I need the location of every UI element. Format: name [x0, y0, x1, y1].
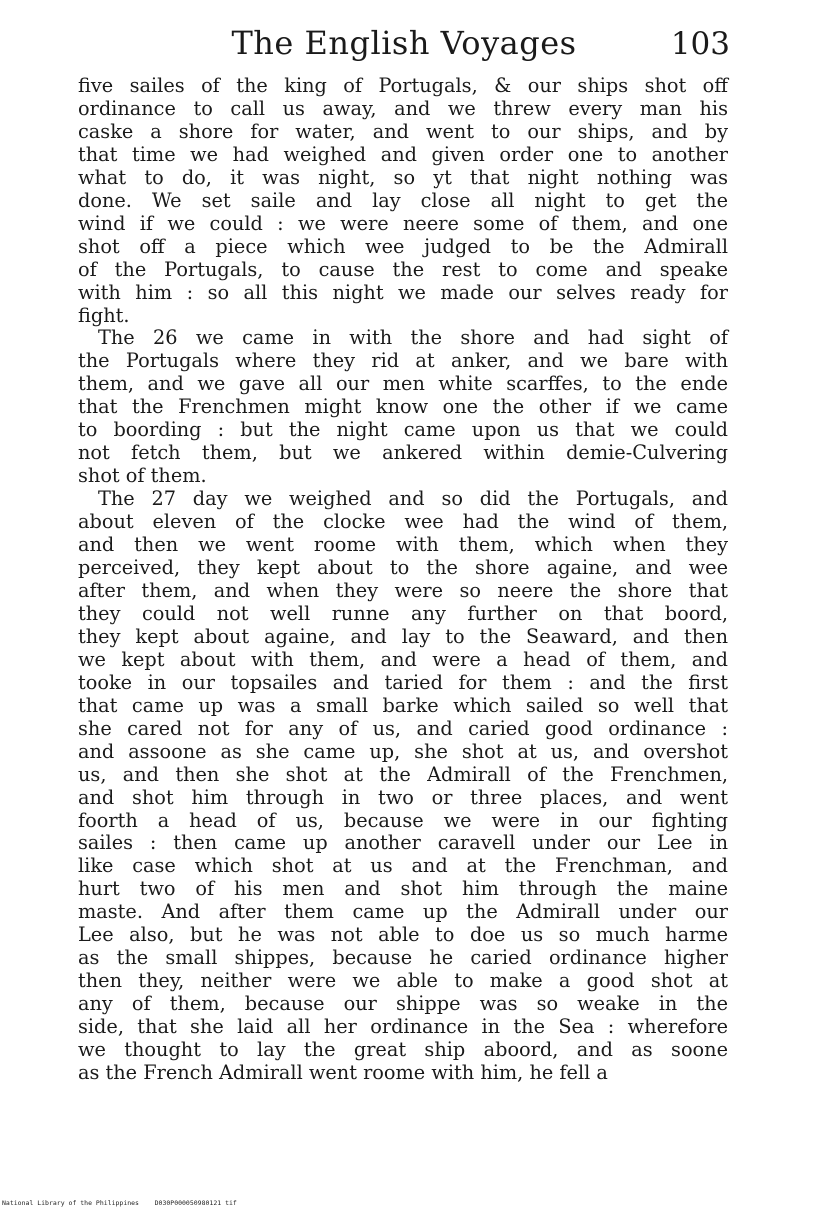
text-line: five sailes of the king of Portugals, & our ships shot off	[78, 74, 728, 97]
text-line: tooke in our topsailes and taried for them : and the first	[78, 670, 728, 694]
body-text	[78, 75, 728, 1085]
page-header	[78, 24, 730, 68]
text-line: we thought to lay the great ship aboord, and as soone	[78, 1038, 728, 1062]
text-line: fight.	[78, 303, 130, 327]
text-line: they kept about againe, and lay to the Seaward, and then	[78, 624, 728, 648]
text-line: they could not well runne any further on that boord,	[78, 601, 728, 625]
text-line: of the Portugals, to cause the rest to come and speake	[78, 257, 728, 281]
text-line: that time we had weighed and given order one to another	[78, 142, 728, 166]
text-line: we kept about with them, and were a head of them, and	[78, 647, 728, 671]
text-line: caske a shore for water, and went to our ships, and by	[78, 119, 728, 143]
text-line: what to do, it was night, so yt that night nothing was	[78, 165, 728, 189]
page-number: 103	[670, 26, 730, 62]
text-line: about eleven of the clocke wee had the wind of them,	[78, 510, 728, 534]
text-line: then they, neither were we able to make a good shot at	[78, 969, 728, 993]
paragraph	[78, 75, 728, 327]
text-line: wind if we could : we were neere some of them, and one	[78, 211, 728, 235]
text-line: done. We set saile and lay close all night to get the	[78, 188, 728, 212]
footer-file-id: D030P000050980121 tif	[154, 1199, 237, 1207]
scan-footer	[2, 1199, 237, 1207]
text-line: as the small shippes, because he caried ordinance higher	[78, 946, 728, 970]
text-line: foorth a head of us, because we were in our fighting	[78, 808, 728, 832]
paragraph	[78, 488, 728, 1085]
text-line: any of them, because our shippe was so weake in the	[78, 992, 728, 1016]
text-line: Lee also, but he was not able to doe us so much harme	[78, 923, 728, 947]
text-line: she cared not for any of us, and caried good ordinance :	[78, 716, 728, 740]
running-title: The English Voyages	[231, 24, 577, 62]
text-line: that came up was a small barke which sailed so well that	[78, 693, 728, 717]
footer-source: National Library of the Philippines	[2, 1199, 139, 1207]
paragraph	[78, 327, 728, 488]
text-line: after them, and when they were so neere the shore that	[78, 578, 728, 602]
text-line: shot off a piece which wee judged to be the Admirall	[78, 234, 728, 258]
text-line: The 26 we came in with the shore and had sight of	[98, 326, 728, 350]
text-line: us, and then she shot at the Admirall of the Frenchmen,	[78, 762, 728, 786]
text-line: them, and we gave all our men white scarffes, to the ende	[78, 372, 728, 396]
text-line: like case which shot at us and at the Frenchman, and	[78, 854, 728, 878]
text-line: to boording : but the night came upon us that we could	[78, 418, 728, 442]
text-line: sailes : then came up another caravell under our Lee in	[78, 831, 728, 855]
text-line: The 27 day we weighed and so did the Portugals, and	[98, 487, 728, 511]
text-line: perceived, they kept about to the shore againe, and wee	[78, 556, 728, 580]
text-line: ordinance to call us away, and we threw every man his	[78, 96, 728, 120]
text-line: maste. And after them came up the Admirall under our	[78, 900, 728, 924]
text-line: that the Frenchmen might know one the other if we came	[78, 395, 728, 419]
text-line: and then we went roome with them, which when they	[78, 533, 728, 557]
text-line: hurt two of his men and shot him through the maine	[78, 877, 728, 901]
text-line: the Portugals where they rid at anker, and we bare with	[78, 349, 728, 373]
text-line: as the French Admirall went roome with him, he fell a	[78, 1060, 608, 1084]
text-line: shot of them.	[78, 464, 207, 488]
text-line: side, that she laid all her ordinance in the Sea : wherefore	[78, 1015, 728, 1039]
text-line: and assoone as she came up, she shot at us, and overshot	[78, 739, 728, 763]
text-line: not fetch them, but we ankered within demie-Culvering	[78, 441, 728, 465]
text-line: with him : so all this night we made our selves ready for	[78, 280, 728, 304]
text-line: and shot him through in two or three places, and went	[78, 785, 728, 809]
